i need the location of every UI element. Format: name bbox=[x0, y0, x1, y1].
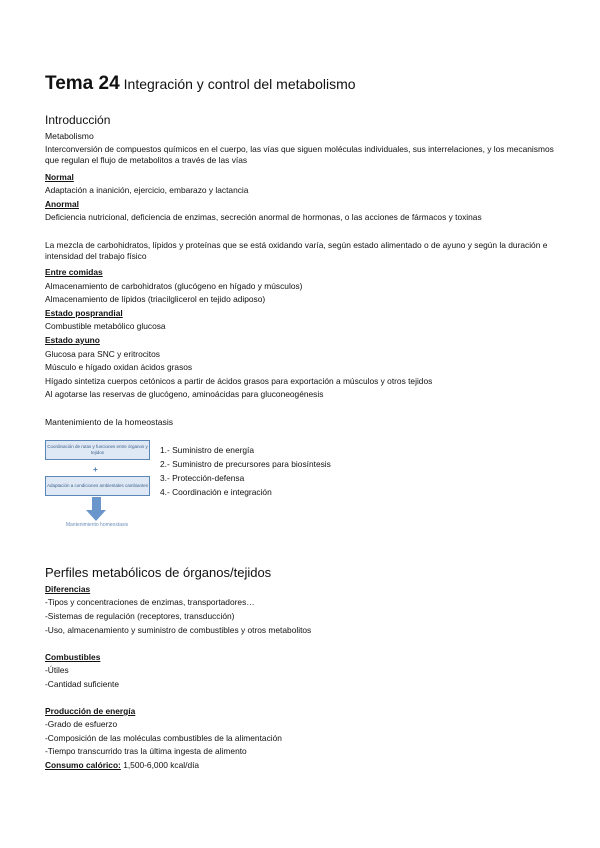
perfiles-heading: Perfiles metabólicos de órganos/tejidos bbox=[45, 565, 272, 580]
diferencias-item: -Sistemas de regulación (receptores, transducción) bbox=[45, 611, 235, 621]
produccion-label: Producción de energía bbox=[45, 706, 136, 716]
consumo-label: Consumo calórico: bbox=[45, 760, 121, 770]
entre-comidas-label: Entre comidas bbox=[45, 267, 103, 277]
diagram-box-coordination: Coordinación de rutas y funciones entre órganos y tejidos bbox=[45, 440, 150, 460]
produccion-item: -Grado de esfuerzo bbox=[45, 719, 118, 729]
diagram-plus-sign: + bbox=[93, 465, 98, 474]
homeostasis-heading: Mantenimiento de la homeostasis bbox=[45, 417, 174, 427]
posprandial-label: Estado posprandial bbox=[45, 308, 123, 318]
combustibles-item: -Cantidad suficiente bbox=[45, 679, 120, 689]
posprandial-1: Combustible metabólico glucosa bbox=[45, 321, 166, 331]
ayuno-2: Músculo e hígado oxidan ácidos grasos bbox=[45, 362, 193, 372]
produccion-item: -Composición de las moléculas combustibles de la alimentación bbox=[45, 733, 282, 743]
diferencias-item: -Tipos y concentraciones de enzimas, transportadores… bbox=[45, 597, 255, 607]
entre-comidas-1: Almacenamiento de carbohidratos (glucógeno en hígado y músculos) bbox=[45, 281, 303, 291]
anormal-text: Deficiencia nutricional, deficiencia de enzimas, secreción anormal de hormonas, o las acciones de fármacos y toxinas bbox=[45, 212, 482, 222]
normal-label: Normal bbox=[45, 172, 74, 182]
combustibles-label: Combustibles bbox=[45, 652, 101, 662]
normal-text: Adaptación a inanición, ejercicio, embarazo y lactancia bbox=[45, 185, 249, 195]
topic-title: Integración y control del metabolismo bbox=[123, 76, 356, 92]
title-row bbox=[45, 73, 356, 95]
consumo-row bbox=[45, 760, 199, 771]
ayuno-label: Estado ayuno bbox=[45, 335, 100, 345]
ayuno-3: Hígado sintetiza cuerpos cetónicos a partir de ácidos grasos para exportación a músculos y otros tejidos bbox=[45, 376, 433, 386]
homeostasis-item: 3.- Protección-defensa bbox=[160, 473, 245, 483]
homeostasis-item: 2.- Suministro de precursores para biosíntesis bbox=[160, 459, 331, 469]
arrow-down-icon bbox=[92, 497, 101, 511]
homeostasis-item: 1.- Suministro de energía bbox=[160, 445, 255, 455]
ayuno-4: Al agotarse las reservas de glucógeno, aminoácidas para gluconeogénesis bbox=[45, 389, 324, 399]
topic-number: Tema 24 bbox=[45, 73, 120, 94]
diagram-box-adaptation: Adaptación a condiciones ambientales cambiantes bbox=[45, 476, 150, 496]
produccion-item: -Tiempo transcurrido tras la última ingesta de alimento bbox=[45, 746, 247, 756]
homeostasis-list bbox=[160, 443, 331, 499]
metabolismo-text: Interconversión de compuestos químicos en el cuerpo, las vías que siguen moléculas individuales, sus interrelaciones, y los mecanismos que regulan el flujo de metabolitos a través de las vías bbox=[45, 144, 554, 165]
anormal-label: Anormal bbox=[45, 199, 79, 209]
consumo-value: 1,500-6,000 kcal/día bbox=[123, 760, 200, 770]
metabolismo-label: Metabolismo bbox=[45, 131, 94, 141]
diferencias-item: -Uso, almacenamiento y suministro de combustibles y otros metabolitos bbox=[45, 625, 312, 635]
combustibles-item: -Útiles bbox=[45, 665, 69, 675]
arrow-head-icon bbox=[86, 510, 106, 521]
mezcla-text: La mezcla de carbohidratos, lípidos y proteínas que se está oxidando varía, según estado alimentado o de ayuno y según la duración e intensidad del trabajo físico bbox=[45, 240, 548, 261]
diagram-result: Mantenimiento homeostasis bbox=[65, 522, 129, 528]
diferencias-label: Diferencias bbox=[45, 584, 91, 594]
ayuno-1: Glucosa para SNC y eritrocitos bbox=[45, 349, 160, 359]
entre-comidas-2: Almacenamiento de lípidos (triacilglicerol en tejido adiposo) bbox=[45, 294, 266, 304]
intro-heading: Introducción bbox=[45, 113, 111, 127]
homeostasis-item: 4.- Coordinación e integración bbox=[160, 487, 272, 497]
